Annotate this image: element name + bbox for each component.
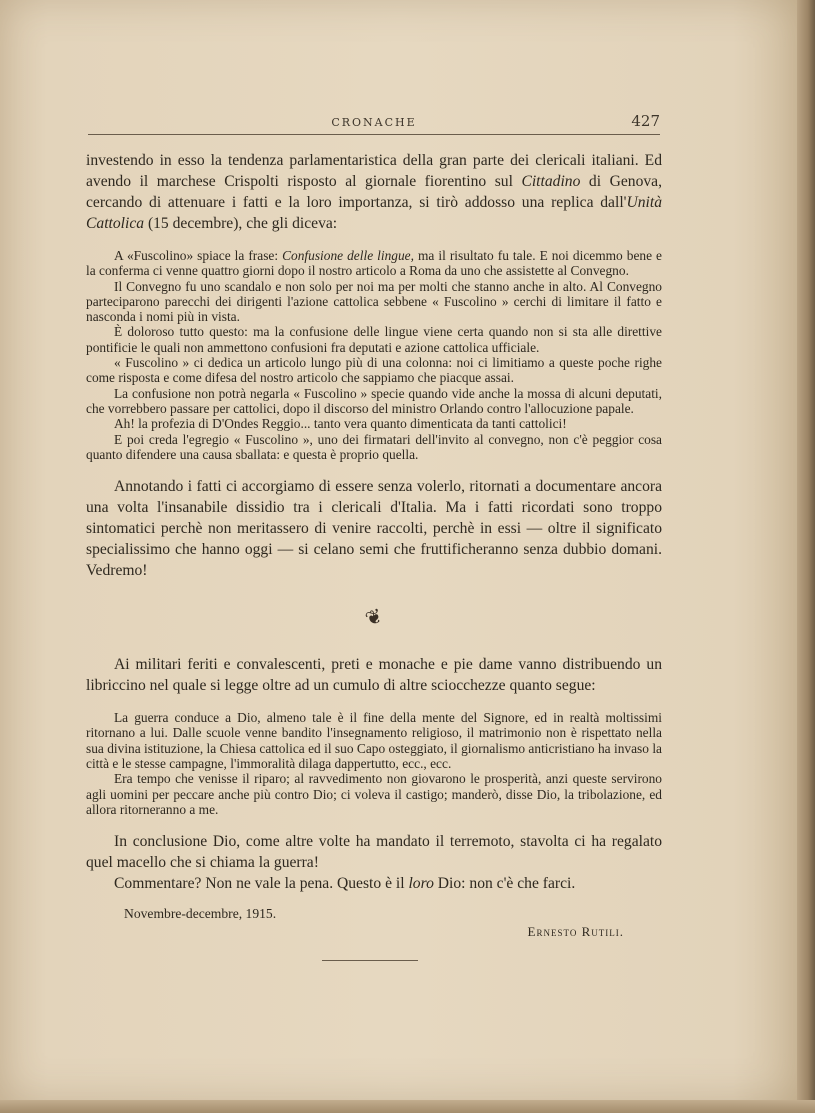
paragraph-intro-text-a: investendo in esso la tendenza parlamentaristica della gran parte dei clericali italiani. Ed avendo il marchese Crispolti risposto al giornale fiorentino sul [86,152,662,190]
paragraph-intro-text-c: di Genova, cercando di attenuare i fatti e la loro importanza, si tirò addosso una replica dall' [86,173,662,211]
quote-paragraph: E poi creda l'egregio « Fuscolino », uno dei firmatari dell'invito al convegno, non c'è peggior cosa quanto difendere una causa sballata: e questa è proprio quella. [86,431,662,462]
quote-paragraph: Ah! la profezia di D'Ondes Reggio... tanto vera quanto dimenticata da tanti cattolici! [114,416,567,432]
paragraph-commentare [86,873,662,894]
article-body [86,150,662,961]
quote-paragraph: È doloroso tutto questo: ma la confusione delle lingue viene certa quando non si sta alle direttive pontificie le quali non ammettono confusioni fra deputati e azione cattolica ufficiale. [86,324,662,355]
page-number: 427 [631,112,660,130]
page-edge [797,0,815,1113]
quote-paragraph: Era tempo che venisse il riparo; al ravvedimento non giovarono le prosperità, anzi queste servirono agli uomini per peccare anche più contro Dio; ci voleva il castigo; manderò, disse Dio, la tribolazione, ed allora ritorneranno a me. [86,771,662,817]
author-signature: Ernesto Rutili. [527,924,624,940]
block-quote-unita-cattolica [86,248,662,462]
commentare-text: Dio: non c'è che farci. [433,875,576,893]
quote-paragraph: La guerra conduce a Dio, almeno tale è il fine della mente del Signore, ed in realtà moltissimi ritornano a lui. Dalle scuole venne bandito l'insegnamento religioso, il matrimonio non è rispettato nella sua divina istituzione, la Chiesa cattolica ed il suo Capo osteggiato, il giornalismo anticristiano ha invaso la città e le stesse campagne, l'immoralità dilaga dappertutto, ecc., ecc. [86,710,662,772]
paragraph-annotando: Annotando i fatti ci accorgiamo di essere senza volerlo, ritornati a documentare ancora una volta l'insanabile dissidio tra i clericali d'Italia. Ma i fatti ricordati sono troppo sintomatici perchè non meritassero di venire raccolti, perchè in essi — oltre il significato specialissimo che hanno oggi — si celano semi che fruttificheranno senza dubbio domani. Vedremo! [86,478,662,580]
newspaper-title-cittadino: Cittadino [521,173,581,190]
quote-paragraph: La confusione non potrà negarla « Fuscolino » specie quando vide anche la mossa di alcuni deputati, che vorrebbero passare per cattolici, dopo il discorso del ministro Orlando contro l'allocuzione papale. [86,385,662,416]
quote-paragraph: Il Convegno fu uno scandalo e non solo per noi ma per molti che stanno anche in alto. Al Convegno parteciparono parecchi dei dirigenti l'azione cattolica sebbene « Fuscolino » cerchi di limitare il fatto e nasconda i nomi più in vista. [86,278,662,325]
dateline: Novembre-decembre, 1915. [124,906,277,922]
page-bottom-edge [0,1100,815,1113]
end-divider [322,960,418,961]
block-quote-libriccino [86,710,662,817]
running-head [88,112,660,135]
fleuron-leaf-icon: ❦ [362,604,386,632]
paragraph-conclusione: In conclusione Dio, come altre volte ha mandato il terremoto, stavolta ci ha regalato quel macello che si chiama la guerra! [86,833,662,872]
quote-emphasis: Confusione delle lingue, [282,248,414,263]
quote-text: A «Fuscolino» spiace la frase: [114,248,283,263]
paragraph-militari: Ai militari feriti e convalescenti, preti e monache e pie dame vanno distribuendo un libriccino nel quale si legge oltre ad un cumulo di altre sciocchezze quanto segue: [86,656,662,695]
commentare-text: Commentare? Non ne vale la pena. Questo è il [114,875,409,893]
quote-paragraph: « Fuscolino » ci dedica un articolo lungo più di una colonna: noi ci limitiamo a queste poche righe come risposta e come difesa del nostro articolo che sappiamo che piacque assai. [86,355,662,386]
paragraph-intro [86,150,662,234]
paragraph-intro-text-e: (15 decembre), che gli diceva: [144,215,338,232]
commentare-emphasis: loro [408,875,434,893]
running-title: CRONACHE [331,116,417,129]
quote-text: ma il risultato fu tale. E noi dicemmo bene e la conferma ci venne quattro giorni dopo il nostro articolo a Roma da uno che assistette al Convegno. [86,248,662,279]
newspaper-title-unita-cattolica: Unità Cattolica [86,194,662,232]
quote-paragraph [86,248,662,279]
